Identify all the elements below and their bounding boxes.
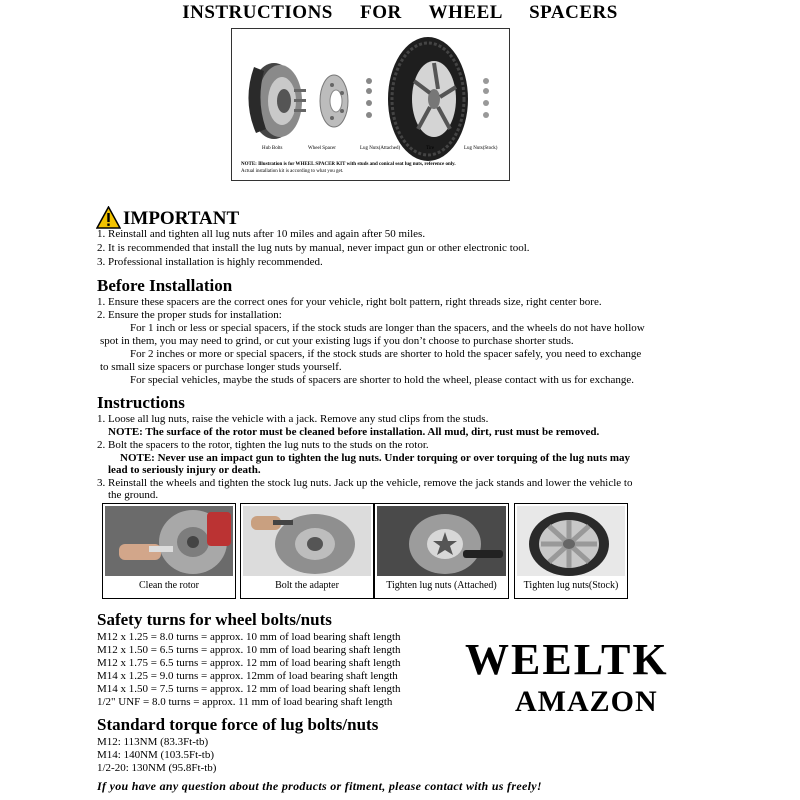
installation-diagram: [231, 28, 510, 181]
tighten-attached-image: [377, 506, 506, 576]
safety-row-4: M14 x 1.25 = 9.0 turns = approx. 12mm of load bearing shaft length: [97, 670, 398, 682]
photo-clean-rotor: [102, 503, 236, 599]
diagram-note-bold: NOTE: Illustration is for WHEEL SPACER KIT with studs and conical seat lug nuts, reference only.: [241, 162, 456, 167]
instructions-heading: Instructions: [97, 393, 185, 412]
safety-row-2: M12 x 1.50 = 6.5 turns = approx. 10 mm of load bearing shaft length: [97, 644, 401, 656]
before-line-2: 2. Ensure the proper studs for installation:: [97, 309, 282, 321]
before-line-1: 1. Ensure these spacers are the correct ones for your vehicle, right bolt pattern, right threads size, right center bore.: [97, 296, 602, 308]
photo-label-bolt-adapter: Bolt the adapter: [275, 580, 339, 591]
caption-tire: Tire: [426, 146, 435, 151]
torque-row-2: M14: 140NM (103.5Ft-tb): [97, 749, 215, 761]
photo-label-clean-rotor: Clean the rotor: [139, 580, 199, 591]
instruction-step-3b: the ground.: [108, 489, 159, 501]
instruction-step-1: 1. Loose all lug nuts, raise the vehicle with a jack. Remove any stud clips from the studs.: [97, 413, 489, 425]
wheel-spacer-illustration: [320, 75, 348, 127]
important-item-1: 1. Reinstall and tighten all lug nuts after 10 miles and again after 50 miles.: [97, 228, 426, 240]
instruction-note-2a: NOTE: Never use an impact gun to tighten the lug nuts. Under torquing or over torquing of the lug nuts may: [120, 452, 631, 464]
torque-row-1: M12: 113NM (83.3Ft-tb): [97, 736, 209, 748]
caption-hub-bolts: Hub Bolts: [262, 146, 283, 151]
torque-row-3: 1/2-20: 130NM (95.8Ft-tb): [97, 762, 217, 774]
caption-wheel-spacer: Wheel Spacer: [308, 146, 336, 151]
caption-lug-nuts-stock: Lug Nuts(Stock): [464, 146, 498, 151]
diagram-illustration: [232, 29, 510, 181]
before-line-3: For 1 inch or less or special spacers, if the stock studs are longer than the spacers, and the wheels do not have hollow: [130, 322, 645, 334]
safety-turns-heading: Safety turns for wheel bolts/nuts: [97, 610, 332, 629]
before-line-5: For 2 inches or more or special spacers, if the stock studs are shorter to hold the spacer safely, you need to exchange: [130, 348, 642, 360]
brake-rotor-illustration: [248, 63, 302, 139]
diagram-note: [241, 161, 506, 175]
warning-icon: [96, 206, 121, 229]
caption-lug-nuts-attached: Lug Nuts(Attached): [360, 146, 401, 151]
safety-row-5: M14 x 1.50 = 7.5 turns = approx. 12 mm of load bearing shaft length: [97, 683, 401, 695]
important-item-2: 2. It is recommended that install the lug nuts by manual, never impact gun or other electronic tool.: [97, 242, 530, 254]
contact-note: If you have any question about the products or fitment, please contact with us freely!: [97, 779, 542, 793]
before-installation-heading: Before Installation: [97, 276, 233, 295]
photo-tighten-stock: [514, 503, 628, 599]
instruction-step-2: 2. Bolt the spacers to the rotor, tighten the lug nuts to the studs on the rotor.: [97, 439, 429, 451]
brand-store: AMAZON: [515, 685, 658, 718]
torque-heading: Standard torque force of lug bolts/nuts: [97, 715, 379, 734]
important-heading-text: IMPORTANT: [123, 208, 240, 229]
clean-rotor-image: [105, 506, 233, 576]
instruction-step-3a: 3. Reinstall the wheels and tighten the stock lug nuts. Jack up the vehicle, remove the jack stands and lower the vehicle to: [97, 477, 633, 489]
photo-bolt-adapter: [240, 503, 374, 599]
safety-row-1: M12 x 1.25 = 8.0 turns = approx. 10 mm of load bearing shaft length: [97, 631, 401, 643]
brand-name: WEELTK: [465, 635, 669, 684]
safety-row-6: 1/2" UNF = 8.0 turns = approx. 11 mm of load bearing shaft length: [97, 696, 393, 708]
before-line-6: to small size spacers or purchase longer studs yourself.: [100, 361, 342, 373]
bolt-adapter-image: [243, 506, 371, 576]
photo-label-tighten-attached: Tighten lug nuts (Attached): [386, 580, 497, 591]
before-line-4: spot in them, you may need to grind, or cut your existing lugs if you don’t choose to purchase shorter studs.: [100, 335, 574, 347]
before-line-7: For special vehicles, maybe the studs of spacers are shorter to hold the wheel, please contact with us for exchange.: [130, 374, 634, 386]
stock-lug-nuts-illustration: [483, 78, 489, 118]
attached-lug-nuts-illustration: [366, 78, 372, 118]
instruction-note-2b: lead to seriously injury or death.: [108, 464, 261, 476]
tighten-stock-image: [517, 506, 625, 576]
diagram-note-normal: Actual installation kit is according to what you get.: [241, 169, 344, 174]
photo-tighten-attached: [374, 503, 509, 599]
important-heading: [97, 208, 239, 230]
important-item-3: 3. Professional installation is highly recommended.: [97, 256, 323, 268]
safety-row-3: M12 x 1.75 = 6.5 turns = approx. 12 mm of load bearing shaft length: [97, 657, 401, 669]
tire-illustration: [388, 37, 468, 161]
page-title: INSTRUCTIONS FOR WHEEL SPACERS: [182, 2, 618, 23]
photo-label-tighten-stock: Tighten lug nuts(Stock): [523, 580, 619, 591]
instruction-note-1: NOTE: The surface of the rotor must be cleaned before installation. All mud, dirt, rust must be removed.: [108, 426, 600, 438]
